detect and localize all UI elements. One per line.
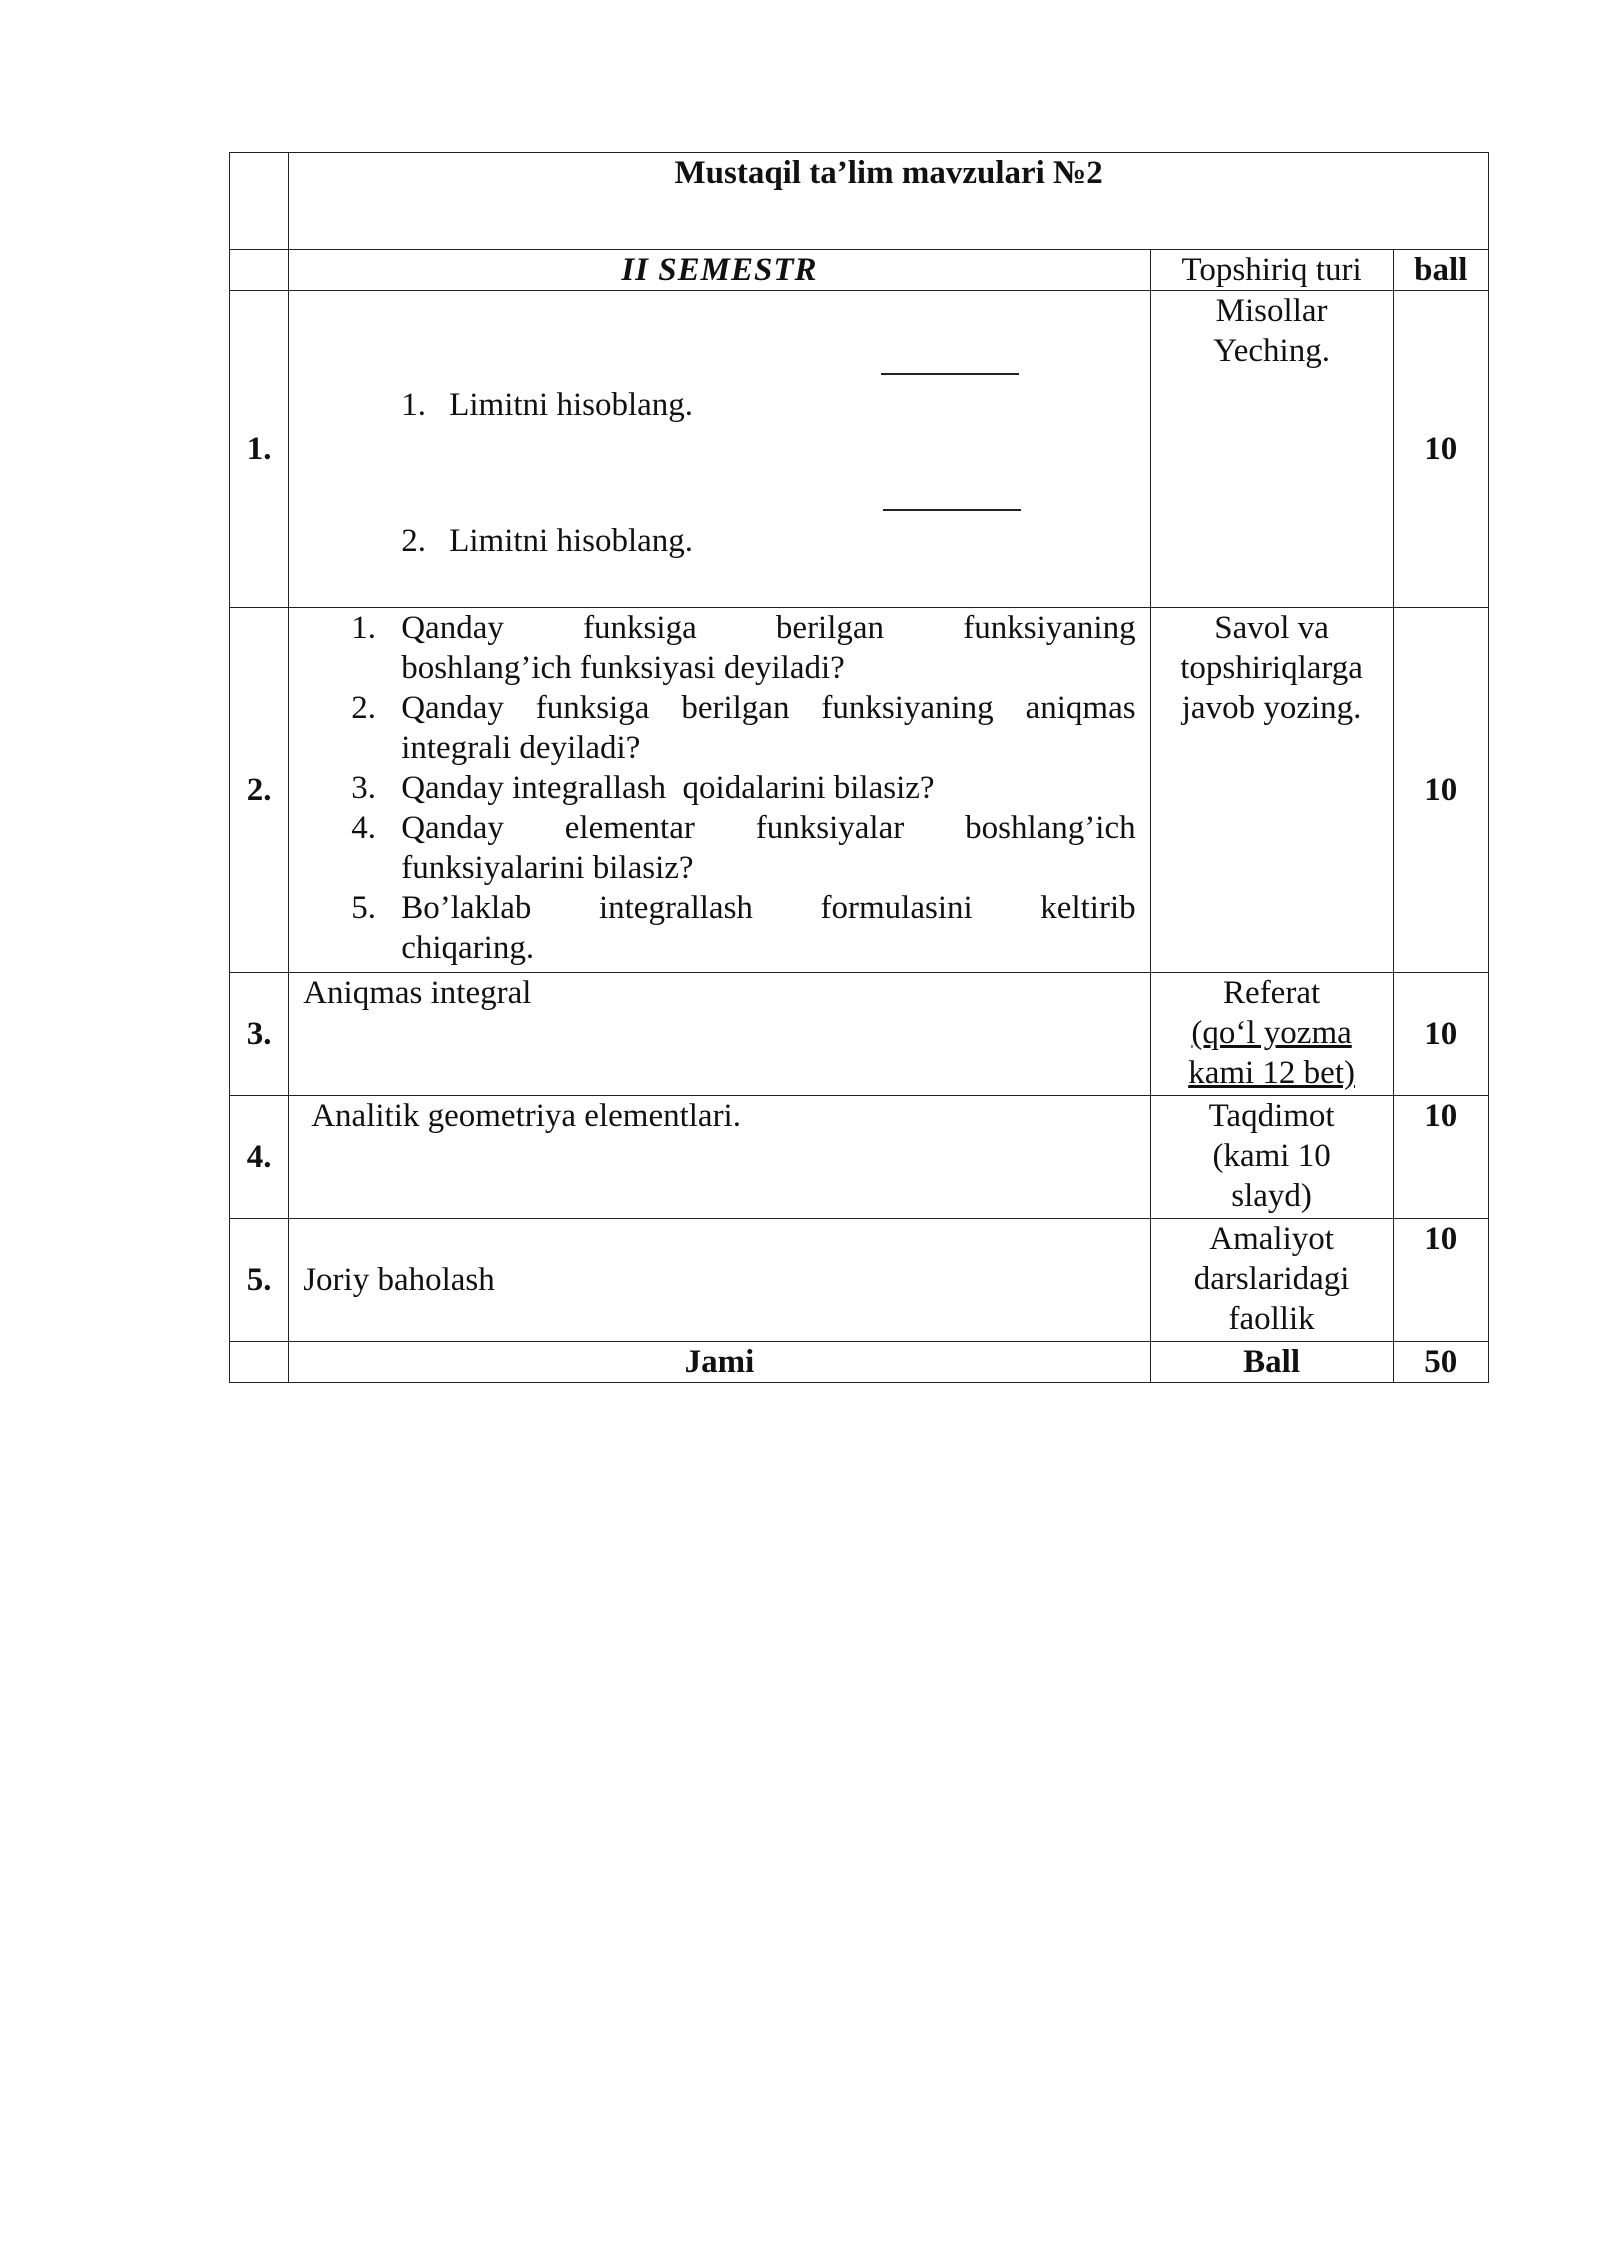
question-item: 3. Qanday integrallash qoidalarini bilasiz? <box>351 770 935 806</box>
row-number: 5. <box>230 1219 289 1342</box>
row-number: 1. <box>230 291 289 608</box>
ball-value: 10 <box>1393 291 1488 608</box>
fraction-line <box>881 373 1019 375</box>
total-blank-cell <box>230 1342 289 1383</box>
question-item: 1. Qanday funksiga berilgan funksiyaning boshlang’ich funksiyasi deyiladi? <box>351 610 1136 686</box>
question-item: 2. Qanday funksiga berilgan funksiyaning aniqmas integrali deyiladi? <box>351 690 1136 766</box>
question-item: 5. Bo’laklab integrallash formulasini keltirib chiqaring. <box>351 890 1136 966</box>
ball-column-header: ball <box>1393 250 1488 291</box>
row-number: 2. <box>230 608 289 973</box>
table-row <box>230 291 1489 608</box>
questions-cell <box>289 608 1150 973</box>
fraction-line <box>883 509 1021 511</box>
task-type-cell: Savol va topshiriqlarga javob yozing. <box>1150 608 1393 973</box>
topic-cell: Aniqmas integral <box>289 973 1150 1096</box>
assignments-table <box>229 152 1489 1383</box>
page-title: Mustaqil ta’lim mavzulari №2 <box>289 153 1489 250</box>
total-ball: 50 <box>1393 1342 1488 1383</box>
table-row <box>230 1096 1489 1219</box>
title-row <box>230 153 1489 250</box>
task-type-cell: Taqdimot (kami 10 slayd) <box>1150 1096 1393 1219</box>
question-item: 4. Qanday elementar funksiyalar boshlang’ich funksiyalarini bilasiz? <box>351 810 1136 886</box>
topic-cell: Joriy baholash <box>289 1219 1150 1342</box>
task-cell: 1. Limitni hisoblang. 2. Limitni hisoblang. <box>289 291 1150 608</box>
task-type-cell: Misollar Yeching. <box>1150 291 1393 608</box>
header-row <box>230 250 1489 291</box>
type-column-header: Topshiriq turi <box>1150 250 1393 291</box>
table-row <box>230 1219 1489 1342</box>
ball-value: 10 <box>1393 608 1488 973</box>
task-type-cell: Referat (qo‘l yozma kami 12 bet) <box>1150 973 1393 1096</box>
task-type-cell: Amaliyot darslaridagi faollik <box>1150 1219 1393 1342</box>
header-blank-cell <box>230 250 289 291</box>
table-row <box>230 608 1489 973</box>
total-type: Ball <box>1150 1342 1393 1383</box>
ball-value: 10 <box>1393 1096 1488 1219</box>
table-row <box>230 973 1489 1096</box>
topic-cell: Analitik geometriya elementlari. <box>289 1096 1150 1219</box>
ball-value: 10 <box>1393 973 1488 1096</box>
row-number: 3. <box>230 973 289 1096</box>
ball-value: 10 <box>1393 1219 1488 1342</box>
total-label: Jami <box>289 1342 1150 1383</box>
title-blank-cell <box>230 153 289 250</box>
question-list <box>289 608 1149 968</box>
semester-header: II SEMESTR <box>289 250 1150 291</box>
total-row <box>230 1342 1489 1383</box>
row-number: 4. <box>230 1096 289 1219</box>
